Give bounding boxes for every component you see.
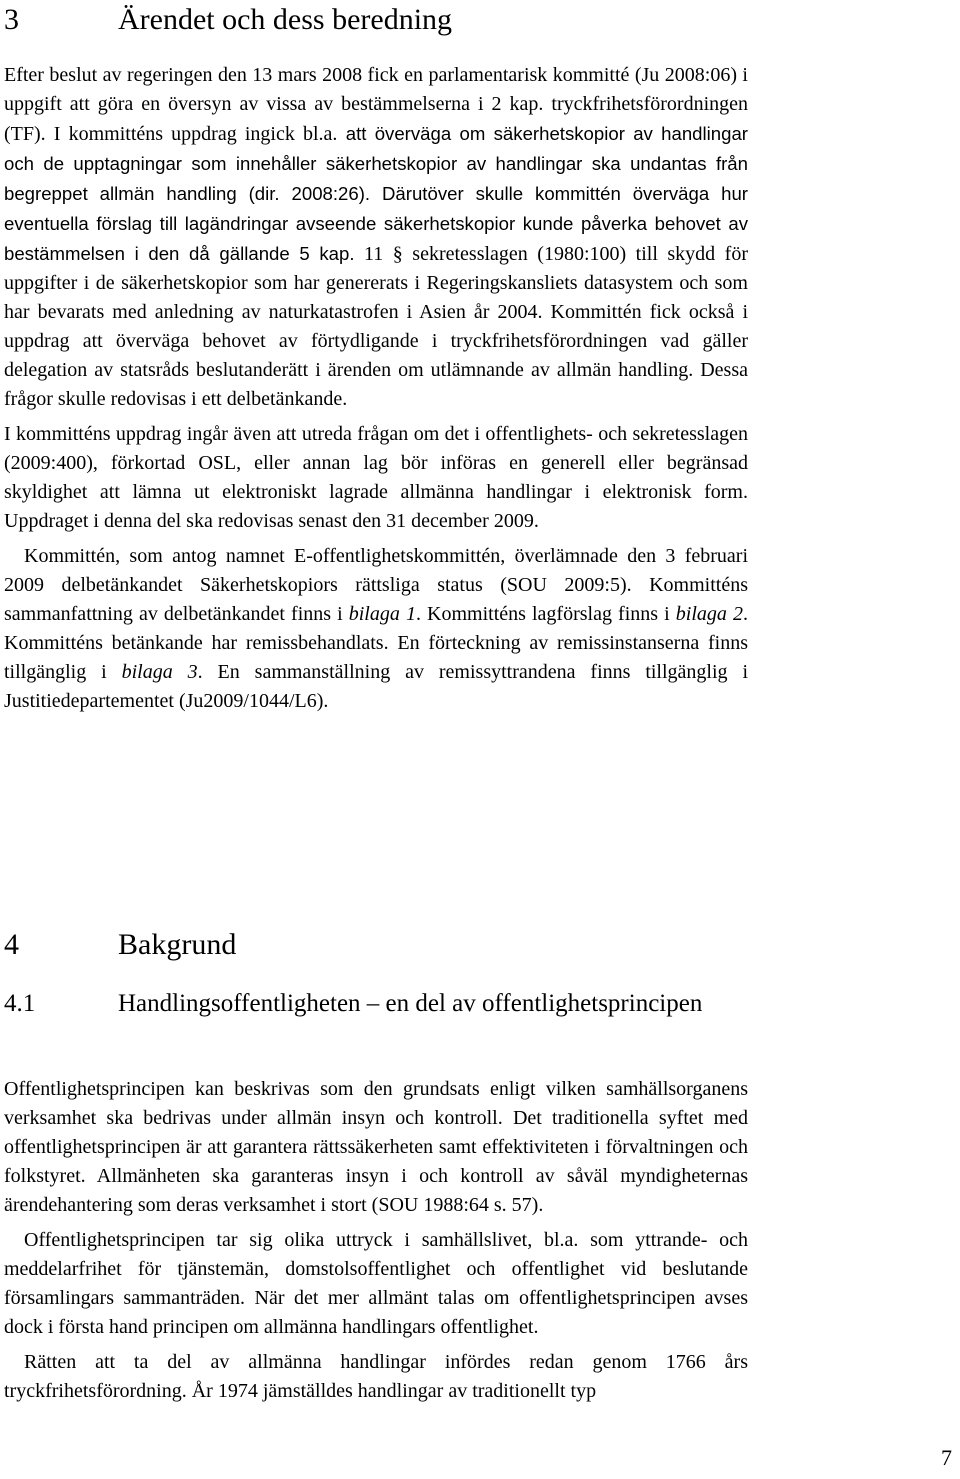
section-number: 4.1 [4,990,36,1017]
appendix-reference: bilaga 2 [675,603,743,625]
section-4-1-heading [4,987,748,1020]
chapter-3-body [4,61,748,716]
paragraph [4,61,748,414]
text-run-sans: att överväga om säkerhetskopior av handlingar och de upptagningar som innehåller säkerhetskopior av handlingar ska undantas från begreppet allmän handling (dir. 2008:26). Därutöver skulle kommittén överväga hur eventuella förslag till lagändringar avseende säkerhetskopior kunde påverka behovet av bestämmelsen i den då gällande 5 kap. [4,123,748,264]
chapter-title: Bakgrund [118,928,237,961]
appendix-reference: bilaga 3 [121,661,198,683]
text-run: Kommittén, som antog namnet E-offentlighetskommittén, överlämnade den 3 februari 2009 delbetänkandet Säkerhetskopiors rättsliga status (SOU 2009:5). Kommitténs sammanfattning av delbetänkandet finns i [4,545,748,625]
appendix-reference: bilaga 1 [348,603,416,625]
paragraph: I kommitténs uppdrag ingår även att utreda frågan om det i offentlighets- och sekretesslagen (2009:400), förkortad OSL, eller annan lag bör införas en generell eller begränsad skyldighet att lämna ut elektroniskt lagrade allmänna handlingar i elektronisk form. Uppdraget i denna del ska redovisas senast den 31 december 2009. [4,423,748,532]
text-run: Efter beslut av regeringen den 13 mars 2008 fick en parlamentarisk kommitté (Ju 2008:06) i uppgift att göra en översyn av vissa av bestämmelserna i 2 kap. tryckfrihetsförordningen (TF). I kommitténs uppdrag ingick bl.a. [4,64,748,145]
text-run: 11 § sekretesslagen (1980:100) till skydd för uppgifter i de säkerhetskopior som har genererats i Regeringskansliets datasystem och som har bevarats med anledning av naturkatastrofen i Asien år 2004. Kommittén fick också i uppdrag att överväga behovet av förtydligande i tryckfrihetsförordningen vad gäller delegation av statsråds beslutanderätt i ärenden om utlämnande av allmän handling. Dessa frågor skulle redovisas i ett delbetänkande. [4,243,748,410]
paragraph: Offentlighetsprincipen kan beskrivas som den grundsats enligt vilken samhällsorganens verksamhet ska bedrivas under allmän insyn och kontroll. Det traditionella syftet med offentlighetsprincipen är att garantera rättssäkerheten samt effektiviteten i förvaltningen och folkstyret. Allmänheten ska garanteras insyn i och kontroll av såväl myndigheternas ärendehantering som deras verksamhet i stort (SOU 1988:64 s. 57). [4,1078,748,1216]
section-title: Handlingsoffentligheten – en del av offentlighetsprincipen [118,990,703,1017]
text-run: . Kommitténs betänkande har remissbehandlats. En förteckning av remissinstanserna finns tillgänglig i [4,603,748,683]
chapter-title: Ärendet och dess beredning [118,3,453,36]
text-run: . En sammanställning av remissyttrandena finns tillgänglig i Justitiedepartementet (Ju2009/1044/L6). [4,661,748,712]
chapter-number: 3 [4,3,19,36]
paragraph: Offentlighetsprincipen tar sig olika uttryck i samhällslivet, bl.a. som yttrande- och meddelarfrihet för tjänstemän, domstolsoffentlighet och offentlighet vid beslutande församlingars sammanträden. När det mer allmänt talas om offentlighetsprincipen avses dock i första hand principen om allmänna handlingars offentlighet. [4,1229,748,1338]
text-run: . Kommitténs lagförslag finns i [415,603,676,625]
section-4-1-body [4,1075,748,1406]
chapter-number: 4 [4,928,19,961]
paragraph: Rätten att ta del av allmänna handlingar infördes redan genom 1766 års tryckfrihetsförordning. År 1974 jämställdes handlingar av traditionellt typ [4,1351,748,1402]
page-number: 7 [941,1445,952,1470]
chapter-4-heading [4,927,748,963]
paragraph [4,542,748,716]
chapter-3-heading [4,2,748,38]
